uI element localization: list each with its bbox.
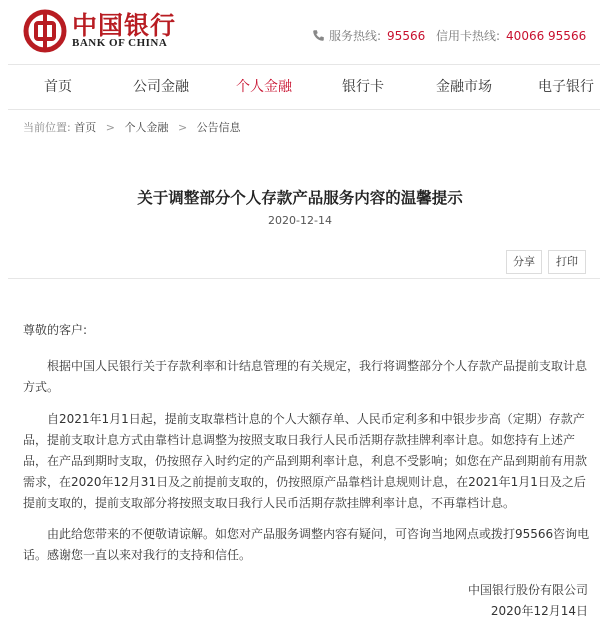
signature-date: 2020年12月14日: [490, 604, 588, 618]
nav-item-e-banking[interactable]: 电子银行: [538, 79, 594, 95]
breadcrumb-announcements[interactable]: 公告信息: [196, 121, 241, 134]
signature-org: 中国银行股份有限公司: [467, 583, 588, 597]
nav-item-bank-cards[interactable]: 银行卡: [342, 79, 384, 95]
publish-date: 2020-12-14: [268, 214, 332, 227]
boc-logo-icon[interactable]: [23, 9, 67, 53]
nav-item-home[interactable]: 首页: [44, 79, 72, 95]
breadcrumb-separator: >: [177, 121, 188, 134]
print-button[interactable]: 打印: [548, 250, 586, 274]
nav-item-corporate-banking[interactable]: 公司金融: [133, 79, 189, 95]
breadcrumb-label: 当前位置:: [23, 121, 71, 134]
service-hotline-label: 服务热线:: [329, 29, 382, 43]
paragraph-2: 自2021年1月1日起，提前支取靠档计息的个人大额存单、人民币定利多和中银步步高（定期）存款产品，提前支取计息方式由靠档计息调整为按照支取日我行人民币活期存款挂牌利率计息。如您持有上述产品，在产品到期时支取，仍按照存入时约定的产品到期利率计息，利息不受影响；如您在产品到期前有用款需求，在2020年12月31日及之前提前支取的，仍按照原产品靠档计息规则计息，在2021年1月1日及之后提前支取的，提前支取部分将按照支取日我行人民币活期存款挂牌利率计息，不再靠档计息。: [23, 412, 588, 510]
paragraph-3: 由此给您带来的不便敬请谅解。如您对产品服务调整内容有疑问，可咨询当地网点或拨打95566咨询电话。感谢您一直以来对我行的支持和信任。: [23, 527, 590, 562]
breadcrumb-home[interactable]: 首页: [74, 121, 97, 134]
brand-name-cn[interactable]: 中国银行: [72, 11, 177, 40]
signature: [468, 580, 588, 622]
site-header: [0, 0, 600, 110]
nav-item-financial-markets[interactable]: 金融市场: [436, 79, 492, 95]
paragraph-1: 根据中国人民银行关于存款利率和计结息管理的有关规定，我行将调整部分个人存款产品提前支取计息方式。: [23, 359, 588, 394]
credit-card-hotline-label: 信用卡热线:: [436, 29, 501, 43]
credit-card-hotline-number: 40066 95566: [506, 29, 587, 43]
credit-card-hotline: [436, 27, 586, 44]
service-hotline-number: 95566: [387, 29, 426, 43]
breadcrumb: [23, 119, 241, 135]
greeting: 尊敬的客户:: [23, 323, 88, 337]
main-nav: [8, 64, 600, 110]
breadcrumb-separator: >: [105, 121, 115, 134]
breadcrumb-personal-banking[interactable]: 个人金融: [124, 121, 169, 134]
article-body: [23, 320, 591, 577]
phone-icon: [312, 29, 325, 42]
divider: [8, 278, 600, 279]
brand-name-en: BANK OF CHINA: [72, 37, 168, 49]
share-button[interactable]: 分享: [506, 250, 542, 274]
nav-item-personal-banking[interactable]: 个人金融: [236, 79, 292, 95]
page-title: 关于调整部分个人存款产品服务内容的温馨提示: [137, 189, 463, 207]
service-hotline: [312, 27, 425, 44]
